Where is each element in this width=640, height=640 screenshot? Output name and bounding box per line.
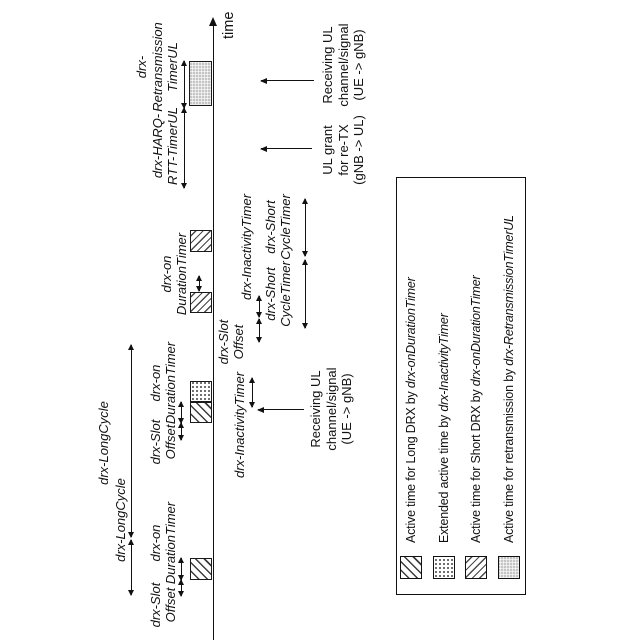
inactivity-span-1	[252, 378, 253, 407]
short-cycle-label-2: drx-Short CycleTimer	[263, 194, 293, 260]
legend-row-long-drx-swatch	[400, 556, 422, 579]
long-cycle-label-1: drx-LongCycle	[113, 478, 128, 562]
legend-row-short-drx-label: Active time for Short DRX by drx-onDurationTimer	[469, 275, 483, 543]
retransmission-span	[184, 61, 185, 108]
long-cycle-span-2	[131, 345, 132, 537]
ul-received-label-1: Receiving UL channel/signal (UE -> gNB)	[308, 367, 354, 451]
onduration-label-1: drx-on DurationTimer	[148, 501, 178, 585]
shortdrx-onduration-box-1	[190, 292, 212, 313]
harq-rtt-span	[184, 108, 185, 188]
slot-offset-span-1	[181, 580, 182, 596]
legend-row-short-drx-swatch	[465, 556, 487, 579]
legend-row-retransmission	[498, 215, 520, 579]
ul-received-event-arrow-1	[258, 409, 304, 410]
ul-received-label-2: Receiving UL channel/signal (UE -> gNB)	[320, 23, 366, 107]
legend-row-short-drx	[465, 276, 487, 579]
longdrx-onduration-box-1	[190, 558, 212, 580]
legend-row-extended-swatch	[433, 556, 455, 579]
inactivity-label-2: drx-InactivityTimer	[239, 193, 254, 301]
legend-box	[396, 177, 526, 595]
short-slot-offset-span	[259, 319, 260, 342]
longdrx-onduration-box-2	[190, 402, 212, 423]
legend-row-extended-label: Extended active time by drx-InactivityTimer	[437, 313, 451, 543]
slot-offset-span-2	[181, 423, 182, 440]
slot-offset-label-2: drx-Slot Offset	[148, 419, 178, 465]
legend-row-extended	[433, 313, 455, 579]
short-onduration-span	[259, 296, 260, 317]
short-gap-span	[199, 276, 200, 291]
shortdrx-onduration-box-2	[190, 230, 212, 252]
legend-row-retransmission-label: Active time for retransmission by drx-RetransmissionTimerUL	[502, 215, 516, 543]
short-slot-offset-label: drx-Slot Offset	[216, 319, 246, 365]
short-cycle-span-1	[305, 260, 306, 328]
legend-row-long-drx	[400, 277, 422, 579]
short-cycle-span-2	[305, 199, 306, 256]
long-cycle-span-1	[131, 540, 132, 595]
onduration-label-2: drx-on DurationTimer	[148, 341, 178, 425]
ul-grant-label: UL grant for re-TX (gNB -> UL)	[320, 115, 366, 185]
ul-received-event-arrow-2	[261, 80, 314, 81]
legend-row-long-drx-label: Active time for Long DRX by drx-onDurationTimer	[404, 277, 418, 543]
short-cycle-label-1: drx-Short CycleTimer	[263, 261, 293, 327]
retransmission-box	[189, 61, 212, 106]
ul-grant-event-arrow	[261, 148, 312, 149]
harq-rtt-label: drx-HARQ- RTT-TimerUL	[150, 107, 180, 185]
time-axis	[213, 26, 214, 640]
long-cycle-label-2: drx-LongCycle	[96, 401, 111, 485]
onduration-span-2	[181, 402, 182, 423]
inactivity-extension-box	[190, 381, 212, 402]
slot-offset-label-1: drx-Slot Offset	[148, 582, 178, 628]
onduration-span-1	[181, 558, 182, 580]
inactivity-label-1: drx-InactivityTimer	[232, 371, 247, 479]
retransmission-label: drx- Retransmission TimerUL	[134, 22, 180, 112]
onduration-label-short: drx-on DurationTimer	[159, 232, 189, 316]
time-axis-label: time	[221, 11, 237, 39]
legend-row-retransmission-swatch	[498, 556, 520, 579]
